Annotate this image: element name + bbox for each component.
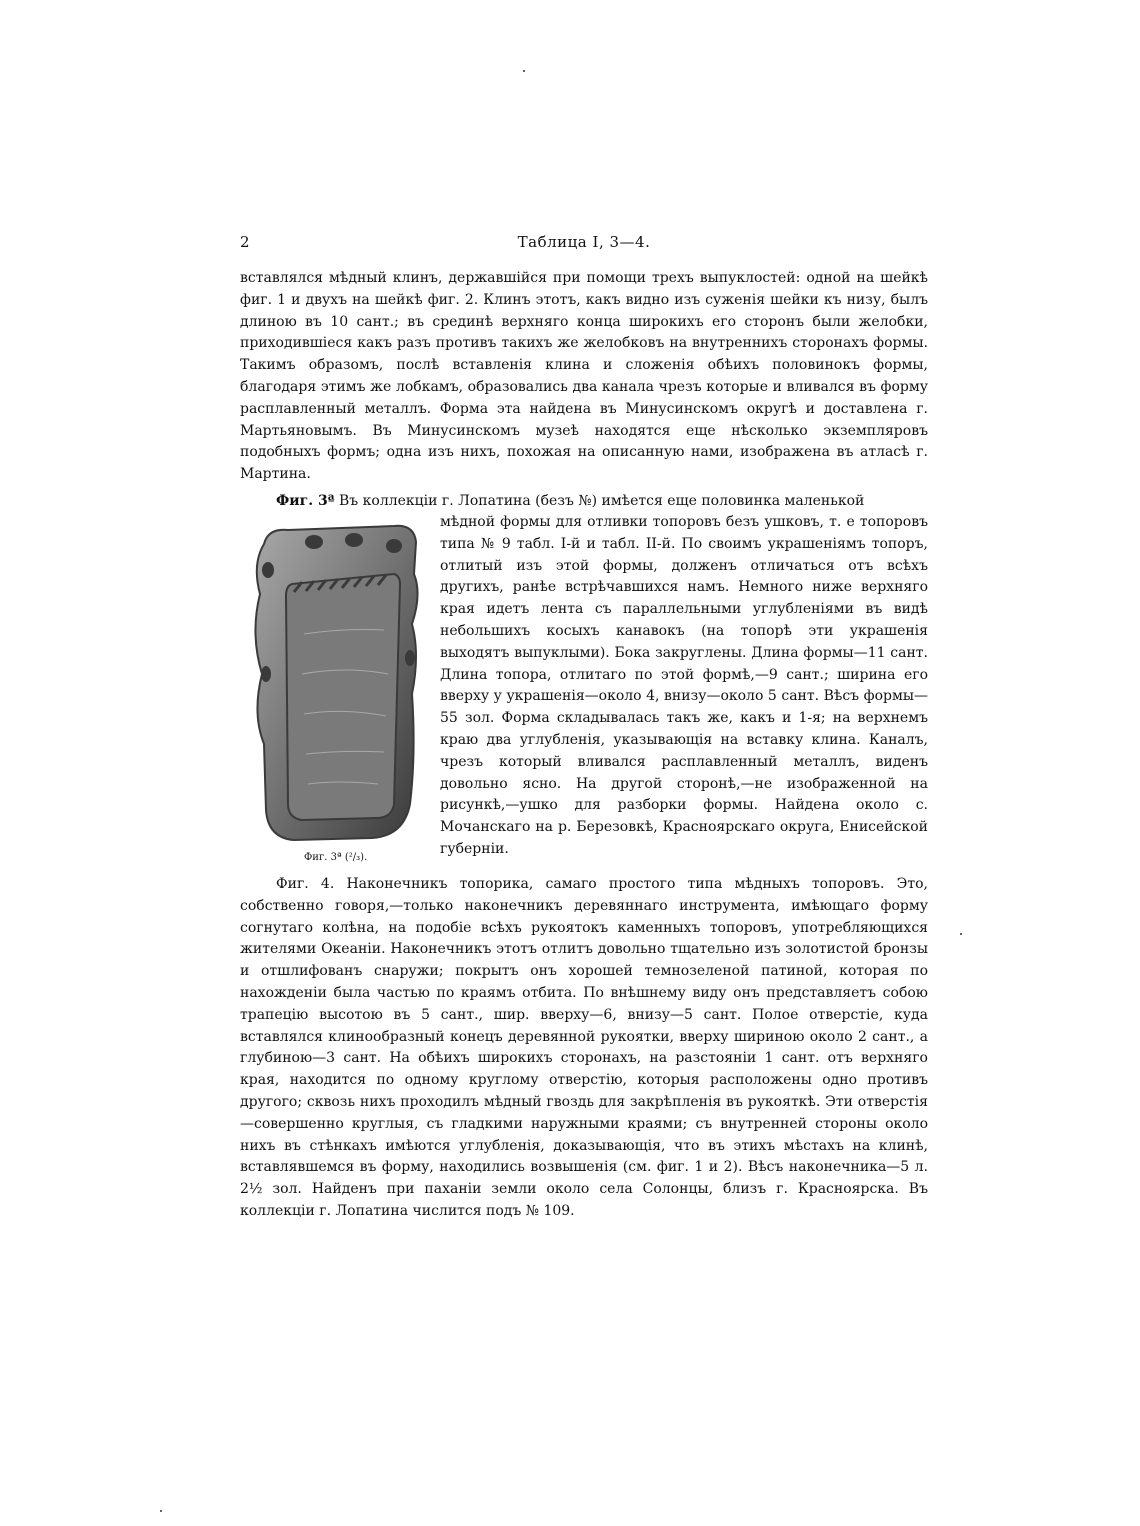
fig3a-mold-illustration: [244, 514, 432, 844]
fig3a-caption: Фиг. 3ª (²/₃).: [304, 852, 368, 863]
page-number: 2: [240, 233, 250, 251]
fig3a-label: Фиг. 3ª: [276, 493, 335, 509]
fig3a-intro-text: Въ коллекціи г. Лопатина (безъ №) имѣется еще половинка маленькой: [339, 493, 865, 509]
paragraph-fig3a-body: мѣдной формы для отливки топоровъ безъ ушковъ, т. е топоровъ типа № 9 табл. I-й и табл. II-й. По своимъ украшеніямъ топоръ, отлитый изъ этой формы, долженъ отличаться отъ всѣхъ другихъ, ранѣе встрѣчавшихся намъ. Немного ниже верхняго края идетъ лента съ параллельными углубленіями въ видѣ небольшихъ косыхъ канавокъ (на топорѣ эти украшенія выходятъ выпуклыми). Бока закруглены. Длина формы—11 сант. Длина топора, отлитаго по этой формѣ,—9 сант.; ширина его вверху у украшенія—около 4, внизу—около 5 сант. Вѣсъ формы—55 зол. Форма складывалась такъ же, какъ и 1-я; на верхнемъ краю два углубленія, указывающія на вставку клина. Каналъ, чрезъ который вливался расплавленный металлъ, виденъ довольно ясно. На другой сторонѣ,—не изображенной на рисункѣ,—ушко для разборки формы. Найдена около с. Мочанскаго на р. Березовкѣ, Красноярскаго округа, Енисейской губерніи.: [440, 514, 928, 857]
speck-top: [523, 70, 525, 72]
speck-bottom: [160, 1510, 162, 1512]
running-title: Таблица I, 3—4.: [517, 233, 651, 251]
paragraph-fig3a-first-line: [276, 491, 928, 513]
page-header: [240, 233, 928, 255]
paragraph-mold-description: вставлялся мѣдный клинъ, державшійся при помощи трехъ выпуклостей: одной на шейкѣ фиг. 1 и двухъ на шейкѣ фиг. 2. Клинъ этотъ, какъ видно изъ суженія шейки къ низу, былъ длиною въ 10 сант.; въ срединѣ верхняго конца широкихъ его сторонъ были желобки, приходившіеся какъ разъ противъ такихъ же желобковъ на внутреннихъ сторонахъ формы. Такимъ образомъ, послѣ вставленія клина и сложенія обѣихъ половинокъ формы, благодаря этимъ же лобкамъ, образовались два канала чрезъ которые и вливался въ форму расплавленный металлъ. Форма эта найдена въ Минусинскомъ округѣ и доставлена г. Мартьяновымъ. Въ Минусинскомъ музеѣ находятся еще нѣсколько экземпляровъ подобныхъ формъ; одна изъ нихъ, похожая на описанную нами, изображена въ атласѣ г. Мартина.: [240, 270, 928, 483]
speck-right: [960, 933, 962, 935]
paragraph-fig4: Фиг. 4. Наконечникъ топорика, самаго простого типа мѣдныхъ топоровъ. Это, собственно говоря,—только наконечникъ деревяннаго инструмента, имѣющаго форму согнутаго колѣна, на подобіе всѣхъ рукоятокъ каменныхъ топоровъ, употребляющихся жителями Океаніи. Наконечникъ этотъ отлитъ довольно тщательно изъ золотистой бронзы и отшлифованъ снаружи; покрытъ онъ хорошей темнозеленой патиной, которая по нахожденіи была частью по краямъ отбита. По внѣшнему виду онъ представляетъ собою трапецію высотою въ 5 сант., шир. вверху—6, внизу—5 сант. Полое отверстіе, куда вставлялся клинообразный конецъ деревянной рукоятки, вверху шириною около 2 сант., а глубиною—3 сант. На обѣихъ широкихъ сторонахъ, на разстояніи 1 сант. отъ верхняго края, находится по одному круглому отверстію, которыя расположены одно противъ другого; сквозь нихъ проходилъ мѣдный гвоздь для закрѣпленія въ рукояткѣ. Эти отверстія—совершенно круглыя, съ гладкими наружными краями; съ внутренней стороны около нихъ въ стѣнкахъ имѣются углубленія, доказывающія, что въ этихъ мѣстахъ на клинѣ, вставлявшемся въ форму, находились возвышенія (см. фиг. 1 и 2). Вѣсъ наконечника—5 л. 2½ зол. Найденъ при пахaніи земли около села Солонцы, близъ г. Красноярска. Въ коллекціи г. Лопатина числится подъ № 109.: [240, 876, 928, 1219]
mold-inner-cavity: [286, 574, 400, 820]
